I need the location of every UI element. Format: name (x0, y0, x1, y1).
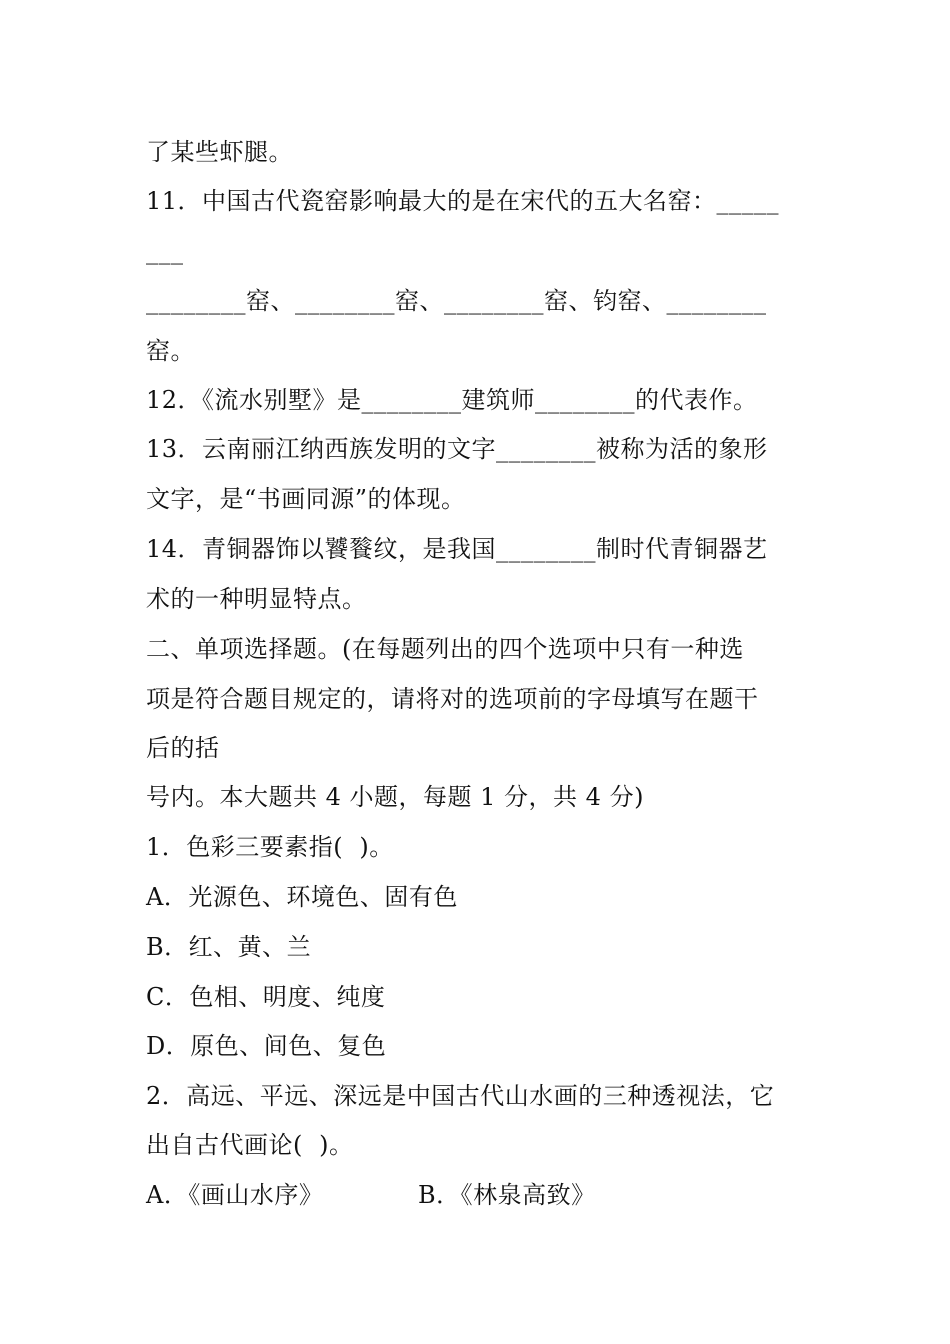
text-line: 窑。 (146, 337, 195, 365)
text-line: 出自古代画论( )。 (146, 1131, 354, 1159)
question-11-line: 11．中国古代瓷窑影响最大的是在宋代的五大名窑：_____ (146, 187, 780, 215)
question-1-line: 1．色彩三要素指( )。 (146, 833, 394, 861)
section-two-heading: 二、单项选择题。(在每题列出的四个选项中只有一种选 (146, 635, 744, 663)
text-line: 项是符合题目规定的，请将对的选项前的字母填写在题干 (146, 685, 759, 713)
question-11-blanks: ________窑、________窑、________窑、钧窑、________ (146, 287, 767, 315)
text-line: ___ (146, 237, 184, 265)
text-line: 文字，是“书画同源”的体现。 (146, 485, 466, 513)
option-b: B．《林泉高致》 (418, 1181, 596, 1209)
text-line: 了某些虾腿。 (146, 138, 293, 166)
option-a: A．光源色、环境色、固有色 (146, 883, 458, 911)
question-13-line: 13．云南丽江纳西族发明的文字________被称为活的象形 (146, 435, 768, 463)
question-14-line: 14．青铜器饰以饕餮纹，是我国________制时代青铜器艺 (146, 535, 768, 563)
option-c: C．色相、明度、纯度 (146, 983, 386, 1011)
text-line: 后的括 (146, 734, 220, 762)
option-b: B．红、黄、兰 (146, 933, 312, 961)
text-line: 号内。本大题共 4 小题，每题 1 分，共 4 分) (146, 783, 644, 811)
option-d: D．原色、间色、复色 (146, 1032, 387, 1060)
question-2-line: 2．高远、平远、深远是中国古代山水画的三种透视法，它 (146, 1082, 775, 1110)
text-line: 术的一种明显特点。 (146, 585, 367, 613)
question-12-line: 12．《流水别墅》是________建筑师________的代表作。 (146, 386, 758, 414)
option-a: A．《画山水序》 (146, 1181, 324, 1209)
